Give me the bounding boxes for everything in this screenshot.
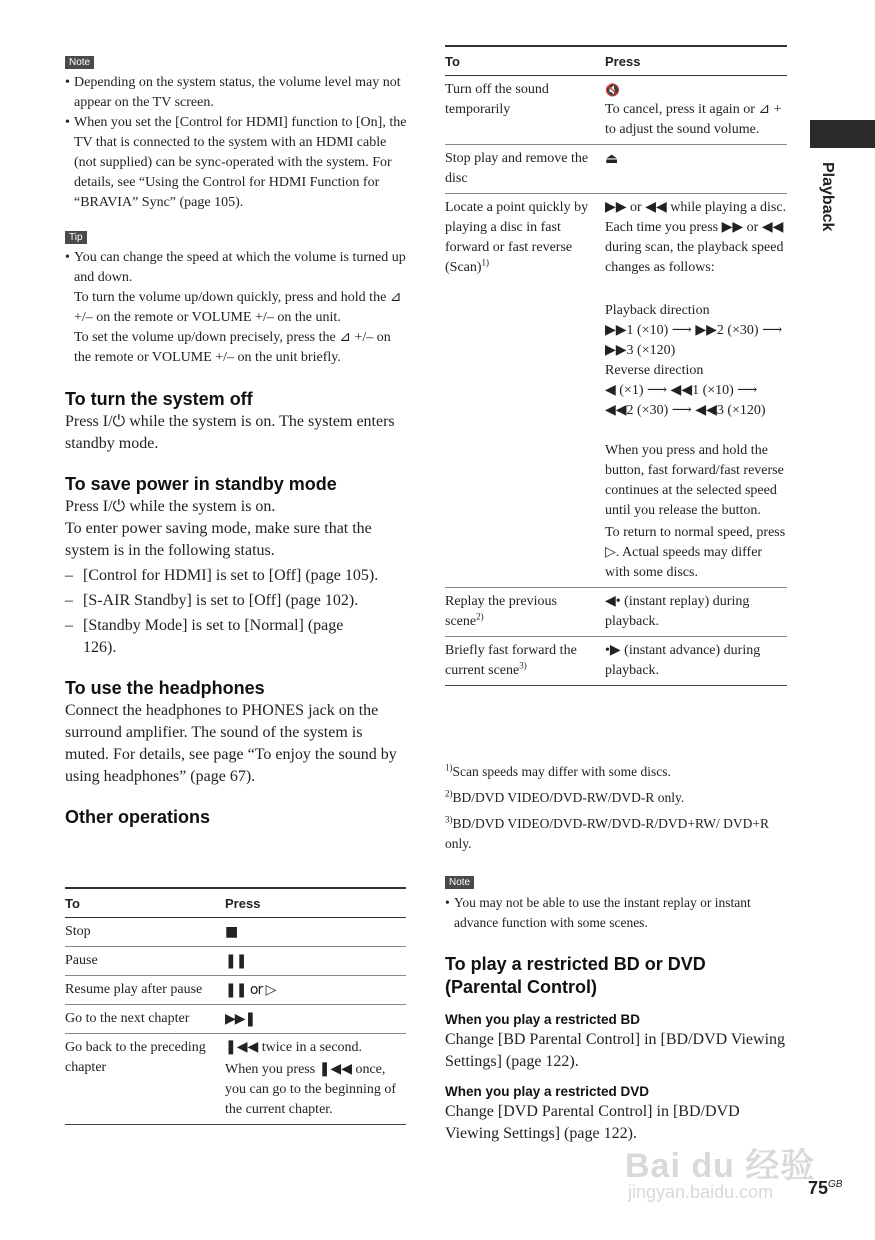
other-operations-table [65,887,406,1125]
footnote-text: BD/DVD VIDEO/DVD-RW/DVD-R/DVD+RW/ DVD+R only. [445,816,769,851]
tip-line: • You can change the speed at which the volume is turned up and down. [74,250,406,285]
eject-icon: ⏏ [605,145,787,194]
note-badge: Note [445,876,474,889]
parental-bd-text: Change [BD Parental Control] in [BD/DVD Viewing Settings] (page 122). [445,1031,786,1070]
page-suffix: GB [828,1179,843,1190]
parental-heading: To play a restricted BD or DVD (Parental Control) [445,954,706,997]
stop-icon: ■ [225,918,406,947]
column-header-to: To [65,888,225,918]
footnote-mark: 1) [445,762,453,773]
section-label: Playback [819,162,836,232]
save-power-item: – [Standby Mode] is set to [Normal] (page 126). [65,615,348,659]
note-item: • Depending on the system status, the volume level may not appear on the TV screen. [65,73,410,113]
note-item: • You may not be able to use the instant replay or instant advance function with some scenes. [445,893,787,933]
table-cell-to [445,194,605,588]
tip-line: To turn the volume up/down quickly, press and hold the ⊿ +/– on the remote or VOLUME +/– on the unit. [74,290,402,325]
other-operations-heading: Other operations [65,807,211,827]
system-off-text: Press I/⏻ while the system is on. The system enters standby mode. [65,413,395,452]
table-row [65,918,406,947]
scan-playback-direction: Playback direction [605,303,710,318]
headphones-text: Connect the headphones to PHONES jack on the surround amplifier. The sound of the system is muted. For details, see page “To enjoy the sound by using headphones” (page 67). [65,702,397,785]
pause-or-play-icon: ❚❚ or ▷ [225,976,406,1005]
table-cell-to: Pause [65,947,225,976]
table-cell-to [445,588,605,637]
page-number-value: 75 [808,1178,829,1198]
column-header-to: To [445,46,605,76]
save-power-item: – [S-AIR Standby] is set to [Off] (page 102). [65,590,410,612]
table-cell-to: Stop [65,918,225,947]
scan-reverse-direction: Reverse direction [605,363,704,378]
footnote-mark: 2) [445,788,453,799]
scan-text: To return to normal speed, press ▷. Actual speeds may differ with some discs. [605,525,786,580]
save-power-item: – [Control for HDMI] is set to [Off] (page 105). [65,565,410,587]
table-cell-to: Turn off the sound temporarily [445,76,605,145]
table-row [445,194,787,588]
footnote-mark: 3) [445,814,453,825]
note-badge: Note [65,56,94,69]
scan-text: ▶▶ or ◀◀ while playing a disc. Each time you press ▶▶ or ◀◀ during scan, the playback speed changes as follows: [605,200,787,275]
left-column [65,52,410,829]
table-cell-press [225,1034,406,1125]
page-number [808,1178,842,1199]
tip-item [65,248,410,368]
pause-icon: ❚❚ [225,947,406,976]
right-operations-table [445,45,787,686]
table-row [445,145,787,194]
footnote [445,788,787,808]
table-cell-to: Go back to the preceding chapter [65,1034,225,1125]
footnote [445,762,787,782]
mute-text: To cancel, press it again or ⊿ + to adjust the sound volume. [605,102,782,137]
scan-playback-sequence: ▶▶1 (×10) ⟶ ▶▶2 (×30) ⟶ ▶▶3 (×120) [605,323,783,358]
table-row [445,637,787,686]
replay-to-text: Replay the previous scene [445,594,557,629]
advance-to-text: Briefly fast forward the current scene [445,643,577,678]
table-cell-to: Stop play and remove the disc [445,145,605,194]
system-off-heading: To turn the system off [65,389,253,409]
table-cell-press: •▶ (instant advance) during playback. [605,637,787,686]
footnotes [445,762,787,1145]
column-header-press: Press [225,888,406,918]
footnote-ref: 1) [481,257,490,268]
note-item: • When you set the [Control for HDMI] function to [On], the TV that is connected to the system with an HDMI cable (not supplied) can be sync-operated with the system. For details, see “Using the Control for HDMI Function for “BRAVIA” Sync” (page 105). [65,113,410,213]
footnote [445,814,787,854]
next-chapter-icon: ▶▶❚ [225,1005,406,1034]
table-row [65,947,406,976]
save-power-text: To enter power saving mode, make sure that the system is in the following status. [65,520,372,559]
table-cell-press: ◀• (instant replay) during playback. [605,588,787,637]
parental-dvd-subheading: When you play a restricted DVD [445,1084,650,1099]
tip-badge: Tip [65,231,87,244]
table-row [65,976,406,1005]
table-row [65,1005,406,1034]
parental-bd-subheading: When you play a restricted BD [445,1012,641,1027]
previous-chapter-text: ❚◀◀ twice in a second. [225,1040,363,1055]
watermark-logo: Bai du 经验 [625,1147,816,1185]
table-cell-to: Go to the next chapter [65,1005,225,1034]
tip-line: To set the volume up/down precisely, press the ⊿ +/– on the remote or VOLUME +/– on the unit briefly. [74,330,391,365]
save-power-heading: To save power in standby mode [65,474,337,494]
table-row [65,1034,406,1125]
parental-dvd-text: Change [DVD Parental Control] in [BD/DVD Viewing Settings] (page 122). [445,1103,740,1142]
previous-chapter-extra: When you press ❚◀◀ once, you can go to the beginning of the current chapter. [225,1062,397,1117]
headphones-heading: To use the headphones [65,678,265,698]
mute-icon: 🔇 [605,83,619,97]
footnote-ref: 3) [519,660,527,671]
scan-text: When you press and hold the button, fast forward/fast reverse continues at the selected speed until you release the button. [605,443,784,518]
table-row [445,588,787,637]
table-cell-press [605,76,787,145]
watermark-url: jingyan.baidu.com [628,1182,774,1202]
column-header-press: Press [605,46,787,76]
footnote-text: Scan speeds may differ with some discs. [452,764,671,779]
footnote-ref: 2) [476,611,484,622]
table-row [445,76,787,145]
footnote-text: BD/DVD VIDEO/DVD-RW/DVD-R only. [452,790,685,805]
table-cell-to: Resume play after pause [65,976,225,1005]
scan-to-text: Locate a point quickly by playing a disc in fast forward or fast reverse (Scan) [445,200,589,275]
scan-reverse-sequence: ◀ (×1) ⟶ ◀◀1 (×10) ⟶ ◀◀2 (×30) ⟶ ◀◀3 (×120) [605,383,766,418]
section-tab [810,120,875,148]
save-power-text: Press I/⏻ while the system is on. [65,498,276,515]
table-cell-press [605,194,787,588]
table-cell-to [445,637,605,686]
